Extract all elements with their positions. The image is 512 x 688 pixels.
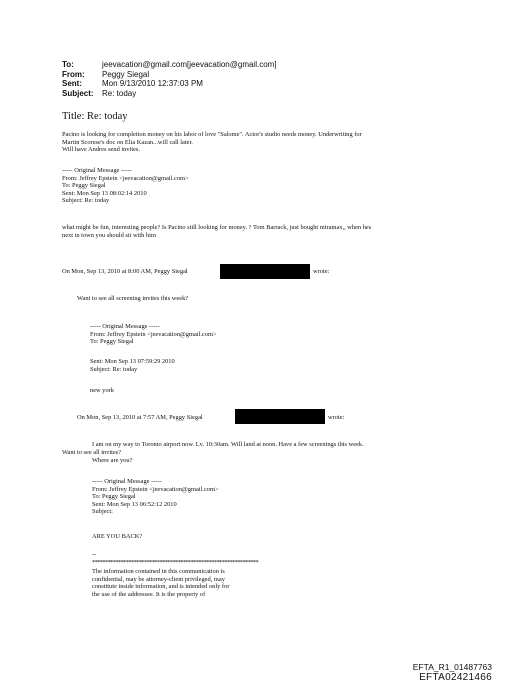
paragraph-fun-people [62,224,371,239]
from-label: From: [62,69,85,79]
text-line: To: Peggy Siegal [62,182,106,190]
text-line: From: Jeffrey Epstein <jeevacation@gmail.com> [90,330,217,338]
original-message-3 [92,478,219,516]
from-value: Peggy Siegal [102,69,150,79]
subject-label: Subject: [62,88,94,98]
document-title: Title: Re: today [62,111,128,122]
to-label: To: [62,60,74,69]
text-line: To: Peggy Siegal [92,493,136,501]
text-line: Sent: Mon Sep 13 06:52:12 2010 [92,500,177,508]
text-line: constitute inside information, and is intended only for [92,583,230,591]
redaction-box [220,264,310,279]
paragraph-pacino [62,131,362,154]
invites-line: Want to see all invites? [62,449,122,456]
to-row [62,60,277,70]
text-line: ----- Original Message ----- [62,167,132,174]
where-line: Where are you? [92,457,133,464]
text-line: Subject: [92,508,113,516]
from-row [62,70,277,80]
new-york-text: new york [90,387,114,394]
original-message-2 [90,323,217,346]
text-line: next in town you should sit with him [62,231,156,239]
screening-question: Want to see all screening invites this week? [77,295,189,302]
quote-intro-2 [77,414,203,422]
sent-value: Mon 9/13/2010 12:37:03 PM [102,79,203,88]
text-line: Sent: Mon Sep 13 08:02:14 2010 [62,189,147,197]
text-line: Subject: Re: today [62,197,110,205]
bates-number-2: EFTA02421466 [419,672,492,683]
bates-number-1: EFTA_R1_01487763 [412,662,492,672]
text-line: the use of the addressee. It is the property of [92,590,206,598]
to-value: jeevacation@gmail.com[jeevacation@gmail.com] [102,60,277,69]
text-line: confidential, may be attorney-client privileged, may [92,575,225,583]
redaction-box [235,409,325,424]
quote-intro-text: On Mon, Sep 13, 2010 at 7:57 AM, Peggy Siegal [77,414,203,421]
quote-intro-1 [62,268,188,276]
text-line: Will have Andres send invites. [62,146,141,154]
text-line: To: Peggy Siegal [90,338,134,346]
original-message-2-sent [90,358,175,373]
sent-row [62,79,277,89]
subject-value: Re: today [102,88,137,98]
email-header [62,60,277,98]
confidentiality-disclaimer [92,568,229,598]
text-line: what might be fun, interesting people? Is Pacino still looking for money. ? Tom Barrack, just bought miramax,, when hes [62,224,372,231]
text-line: From: Jeffrey Epstein <jeevacation@gmail.com> [92,485,219,493]
wrote-label: wrote: [328,414,345,421]
text-line: From: Jeffrey Epstein <jeevacation@gmail.com> [62,174,189,182]
text-line: Martin Scorese's doc on Elia Kazan...will call later. [62,138,193,146]
text-line: ----- Original Message ----- [92,478,162,485]
signature-dashes: -- [92,551,97,558]
toronto-line: I am on my way to Toronto airport now. Lv. 10:30am. Will land at noon. Have a few screenings this week. [92,441,364,448]
are-you-back: ARE YOU BACK? [92,533,143,540]
original-message-1 [62,167,189,205]
text-line: Subject: Re: today [90,365,138,373]
text-line: Sent: Mon Sep 13 07:59:29 2010 [90,358,175,365]
quote-intro-text: On Mon, Sep 13, 2010 at 8:00 AM, Peggy Siegal [62,268,188,275]
asterisk-divider: **************************************************************** [92,559,259,566]
subject-row [62,89,277,99]
sent-label: Sent: [62,79,82,88]
text-line: The information contained in this communication is [92,568,225,575]
text-line: ----- Original Message ----- [90,323,160,330]
text-line: Pacino is looking for completion money on his labor of love "Salome". Actor's studio needs money. Underwriting for [62,131,362,138]
wrote-label: wrote: [313,268,330,275]
